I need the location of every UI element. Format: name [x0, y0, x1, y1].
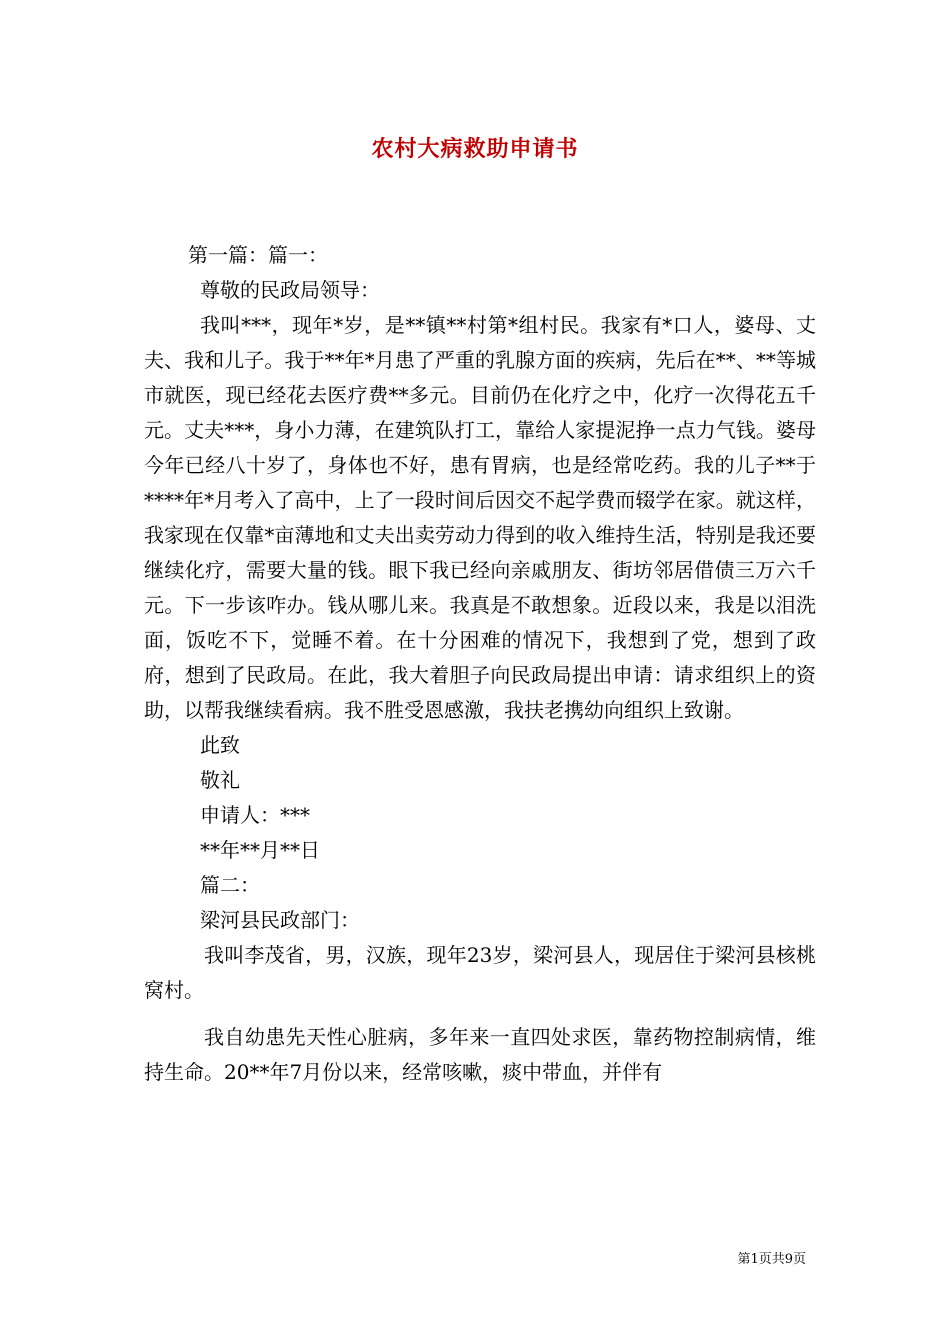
paragraph-1: 我叫***，现年*岁，是**镇**村第*组村民。我家有*口人，婆母、丈夫、我和儿子。我于**年*月患了严重的乳腺方面的疾病，先后在**、**等城市就医，现已经花去医疗费**多元。目前仍在化疗之中，化疗一次得花五千元。丈夫***，身小力薄，在建筑队打工，靠给人家提泥挣一点力气钱。婆母今年已经八十岁了，身体也不好，患有胃病，也是经常吃药。我的儿子**于****年*月考入了高中，上了一段时间后因交不起学费而辍学在家。就这样，我家现在仅靠*亩薄地和丈夫出卖劳动力得到的收入维持生活，特别是我还要继续化疗，需要大量的钱。眼下我已经向亲戚朋友、街坊邻居借债三万六千元。下一步该咋办。钱从哪儿来。我真是不敢想象。近段以来，我是以泪洗面，饭吃不下，觉睡不着。在十分困难的情况下，我想到了党，想到了政府，想到了民政局。在此，我大着胆子向民政局提出申请：请求组织上的资助，以帮我继续看病。我不胜受恩感激，我扶老携幼向组织上致谢。 [144, 313, 816, 722]
paragraph-3: 我自幼患先天性心脏病，多年来一直四处求医，靠药物控制病情，维持生命。20**年7月份以来，经常咳嗽，痰中带血，并伴有 [144, 1025, 816, 1084]
part-2-label: 篇二： [200, 873, 260, 897]
salutation: 尊敬的民政局领导： [200, 278, 380, 302]
heading-line: 第一篇：篇一： [188, 243, 328, 267]
closing-2: 敬礼 [200, 768, 240, 792]
document-title: 农村大病救助申请书 [371, 136, 579, 162]
salutation-2: 梁河县民政部门： [200, 908, 360, 932]
closing-1: 此致 [200, 733, 240, 757]
page-number: 第1页共9页 [737, 1252, 806, 1267]
document-body [144, 238, 816, 1090]
paragraph-gap [144, 1008, 816, 1020]
date-line: **年**月**日 [200, 838, 320, 862]
paragraph-2: 我叫李茂省，男，汉族，现年23岁，梁河县人，现居住于梁河县核桃窝村。 [144, 943, 816, 1002]
applicant-line: 申请人：*** [200, 803, 310, 827]
